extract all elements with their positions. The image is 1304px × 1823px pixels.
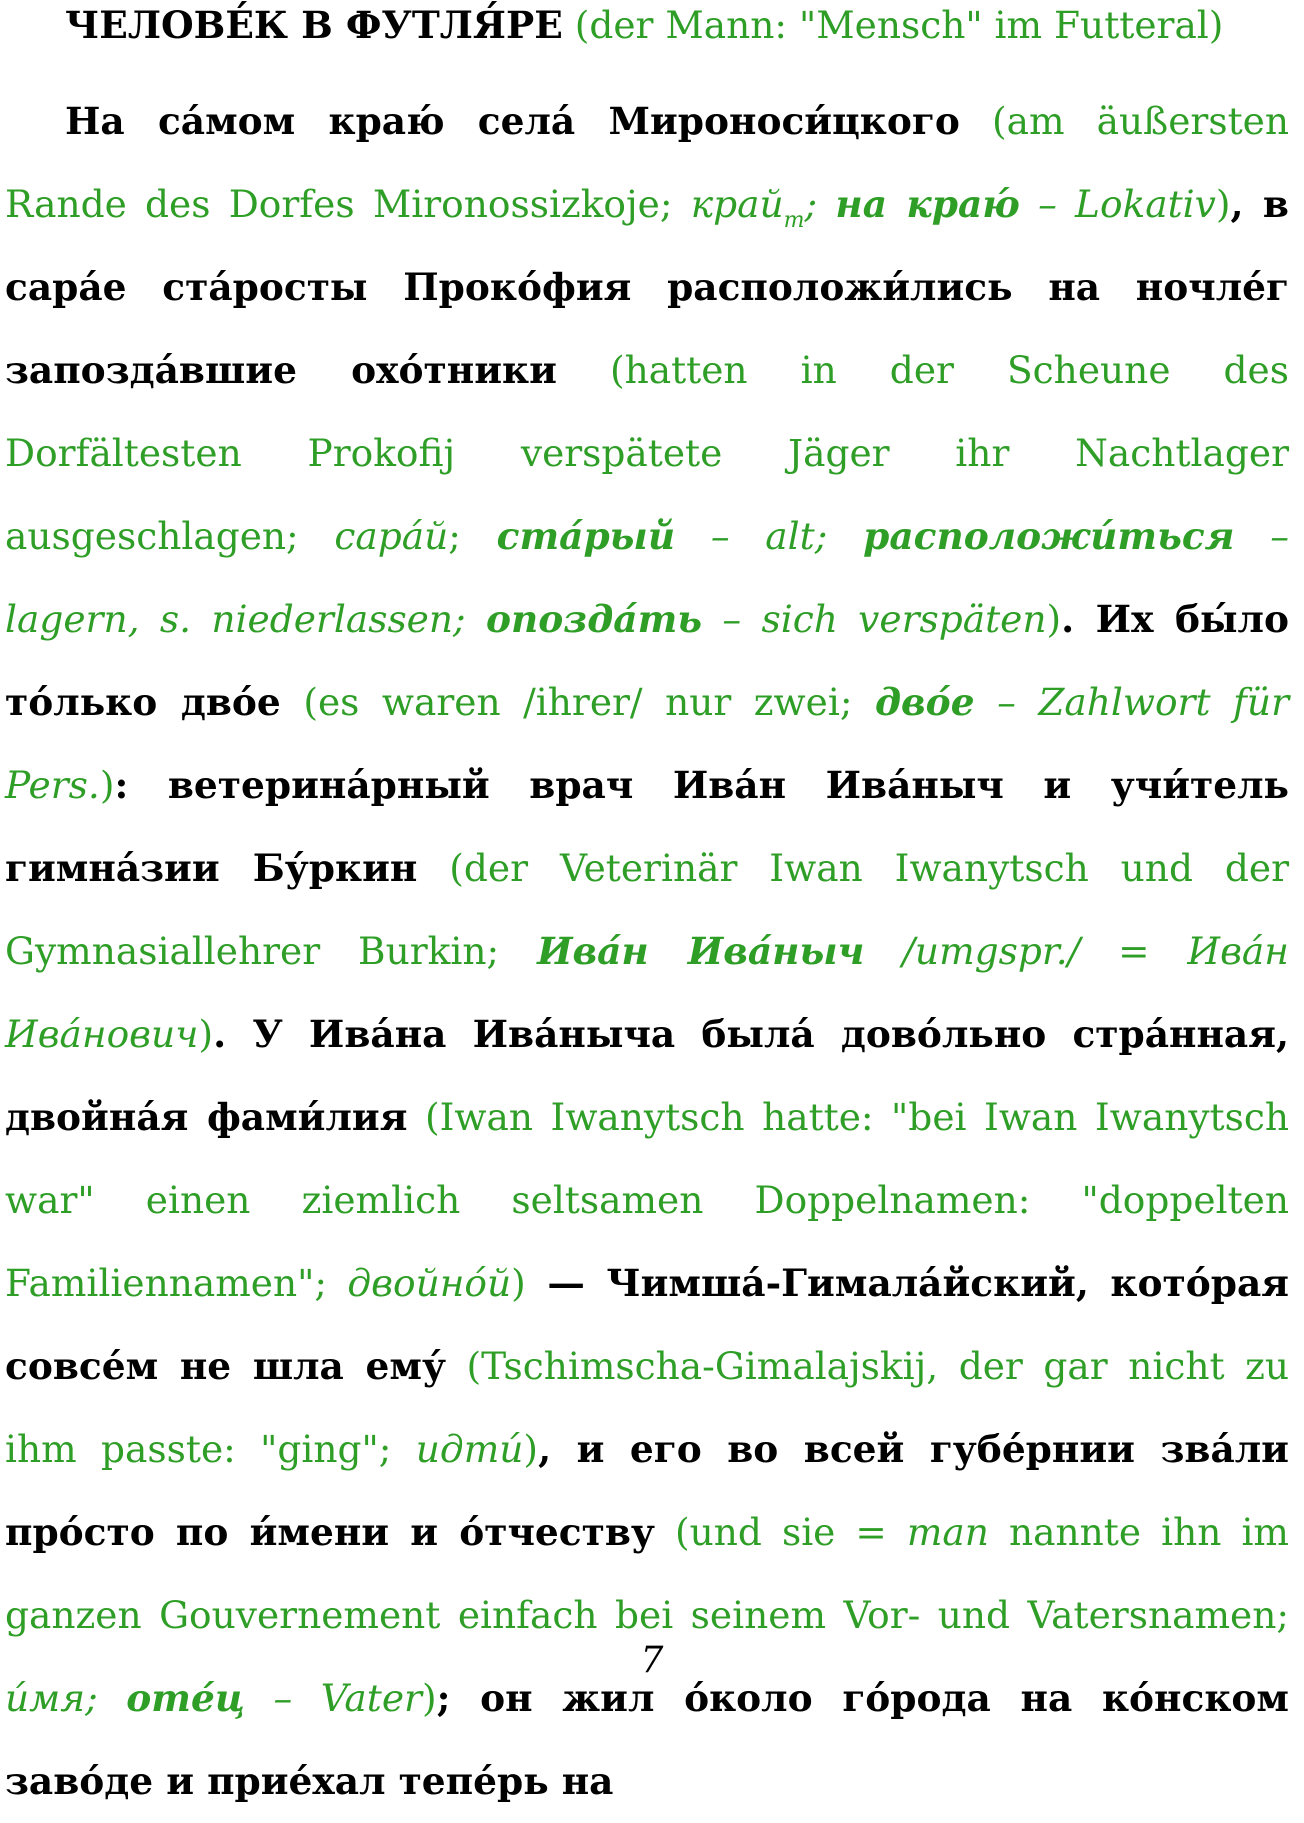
translation-2: (hatten in der Scheune des Dorfältesten Prokofij verspätete Jäger ihr Nachtlager ausgeschlagen; сара́й; ста́рый – alt; расположи́ться – lagern, s. niederlassen; опозда́ть – sich verspäten) [5, 348, 1289, 641]
document-page [5, 0, 1289, 1823]
russian-sentence-5: . У Ива́на Ива́ныча была́ дово́льно стра́нная, двойна́я фами́лия [5, 1012, 1289, 1139]
gender-mark: m [783, 208, 805, 233]
title-translation: (der Mann: "Mensch" im Futteral) [574, 3, 1224, 47]
translation-1: (am äußersten Rande des Dorfes Mironossizkoje; край$_m$; на краю́ – Lokativ) [5, 99, 1289, 233]
page-number: 7 [640, 1640, 664, 1681]
translation-6: (Tschimscha-Gimalajskij, der gar nicht zu ihm passte: "ging"; идти́) [5, 1344, 1290, 1471]
russian-sentence-8: ; он жил о́коло го́рода на ко́нском заво́де и прие́хал тепе́рь на [5, 1676, 1289, 1803]
russian-sentence-7: , и его во всей губе́рнии зва́ли про́сто по и́мени и о́тчеству [5, 1427, 1289, 1554]
russian-sentence-6: — Чимша́-Гимала́йский, кото́рая совсе́м не шла ему́ [5, 1261, 1289, 1388]
russian-sentence-3: . Их бы́ло то́лько дво́е [5, 597, 1290, 724]
translation-5: (Iwan Iwanytsch hatte: "bei Iwan Iwanytsch war" einen ziemlich seltsamen Doppelnamen: "doppelten Familiennamen"; двойно́й) [5, 1095, 1289, 1305]
translation-4: (der Veterinär Iwan Iwanytsch und der Gymnasiallehrer Burkin; Ива́н Ива́ныч /umgspr./ = Ива́н Ива́нович) [5, 846, 1289, 1056]
russian-sentence-2: , в сара́е ста́росты Проко́фия расположи́лись на ночле́г запозда́вшие охо́тники [5, 182, 1289, 392]
russian-sentence-4: : ветерина́рный врач Ива́н Ива́ныч и учи́тель гимна́зии Бу́ркин [5, 763, 1289, 890]
text-paragraph [5, 80, 1289, 1823]
chapter-title [5, 0, 1289, 50]
russian-sentence-1: На са́мом краю́ села́ Мироноси́цкого [65, 99, 960, 143]
translation-3: (es waren /ihrer/ nur zwei; дво́е – Zahlwort für Pers.) [5, 680, 1290, 807]
translation-7: (und sie = man nannte ihn im ganzen Gouvernement einfach bei seinem Vor- und Vatersnamen; и́мя; оте́ц – Vater) [5, 1510, 1289, 1720]
title-russian: ЧЕЛОВЕ́К В ФУТЛЯ́РЕ [65, 3, 563, 47]
